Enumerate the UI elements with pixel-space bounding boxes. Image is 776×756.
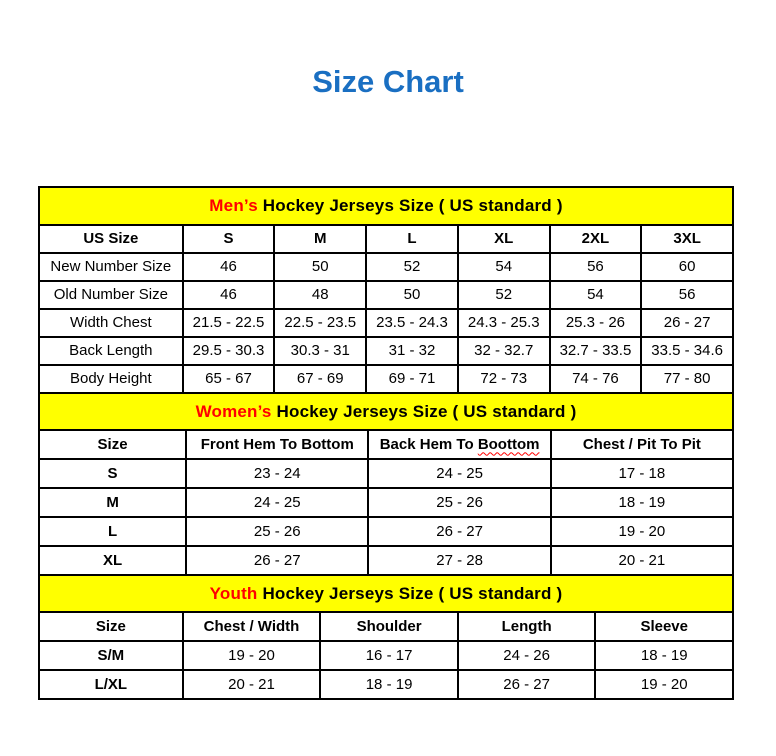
table-row — [39, 488, 733, 517]
womens-section-title-highlight: Women’s — [195, 401, 272, 421]
row-label: L — [39, 517, 186, 546]
cell: 18 - 19 — [320, 670, 458, 699]
row-label: Old Number Size — [39, 281, 183, 309]
column-header-chest-width: Chest / Width — [183, 612, 321, 641]
cell: 21.5 - 22.5 — [183, 309, 275, 337]
cell: 25 - 26 — [186, 517, 368, 546]
column-header-length: Length — [458, 612, 596, 641]
table-row — [39, 670, 733, 699]
youth-section-title-rest: Hockey Jerseys Size ( US standard ) — [257, 583, 563, 603]
cell: 18 - 19 — [551, 488, 733, 517]
cell: 24 - 25 — [368, 459, 550, 488]
column-header-3xl: 3XL — [641, 225, 733, 253]
table-row — [39, 517, 733, 546]
back-hem-prefix: Back Hem To — [379, 435, 474, 453]
row-label: XL — [39, 546, 186, 575]
row-label: Body Height — [39, 365, 183, 393]
row-label: Back Length — [39, 337, 183, 365]
youth-section-title — [39, 575, 733, 612]
row-label: L/XL — [39, 670, 183, 699]
cell: 32 - 32.7 — [458, 337, 550, 365]
cell: 30.3 - 31 — [274, 337, 366, 365]
row-label: S — [39, 459, 186, 488]
cell: 69 - 71 — [366, 365, 458, 393]
column-header-l: L — [366, 225, 458, 253]
table-row — [39, 281, 733, 309]
cell: 26 - 27 — [641, 309, 733, 337]
cell: 18 - 19 — [595, 641, 733, 670]
cell: 54 — [550, 281, 642, 309]
cell: 46 — [183, 253, 275, 281]
cell: 19 - 20 — [595, 670, 733, 699]
cell: 56 — [550, 253, 642, 281]
column-header-size: Size — [39, 430, 186, 459]
column-header-2xl: 2XL — [550, 225, 642, 253]
cell: 77 - 80 — [641, 365, 733, 393]
table-row — [39, 459, 733, 488]
youth-section-header-row — [39, 575, 733, 612]
column-header-back-hem — [368, 430, 550, 459]
youth-section-title-highlight: Youth — [209, 583, 258, 603]
cell: 74 - 76 — [550, 365, 642, 393]
cell: 50 — [366, 281, 458, 309]
cell: 20 - 21 — [551, 546, 733, 575]
cell: 23.5 - 24.3 — [366, 309, 458, 337]
cell: 31 - 32 — [366, 337, 458, 365]
cell: 26 - 27 — [458, 670, 596, 699]
row-label: M — [39, 488, 186, 517]
cell: 33.5 - 34.6 — [641, 337, 733, 365]
column-header-s: S — [183, 225, 275, 253]
cell: 60 — [641, 253, 733, 281]
cell: 56 — [641, 281, 733, 309]
cell: 48 — [274, 281, 366, 309]
womens-section-title — [39, 393, 733, 430]
cell: 46 — [183, 281, 275, 309]
cell: 23 - 24 — [186, 459, 368, 488]
cell: 24.3 - 25.3 — [458, 309, 550, 337]
table-row — [39, 546, 733, 575]
row-label: Width Chest — [39, 309, 183, 337]
mens-column-header-row — [39, 225, 733, 253]
table-row — [39, 253, 733, 281]
womens-section-header-row — [39, 393, 733, 430]
cell: 24 - 25 — [186, 488, 368, 517]
cell: 50 — [274, 253, 366, 281]
column-header-us-size: US Size — [39, 225, 183, 253]
cell: 29.5 - 30.3 — [183, 337, 275, 365]
table-row — [39, 337, 733, 365]
column-header-front-hem: Front Hem To Bottom — [186, 430, 368, 459]
youth-column-header-row — [39, 612, 733, 641]
column-header-shoulder: Shoulder — [320, 612, 458, 641]
womens-size-table — [38, 392, 734, 576]
cell: 25.3 - 26 — [550, 309, 642, 337]
cell: 52 — [366, 253, 458, 281]
page-title: Size Chart — [312, 64, 464, 99]
table-row — [39, 365, 733, 393]
cell: 24 - 26 — [458, 641, 596, 670]
cell: 54 — [458, 253, 550, 281]
column-header-xl: XL — [458, 225, 550, 253]
womens-column-header-row — [39, 430, 733, 459]
column-header-chest: Chest / Pit To Pit — [551, 430, 733, 459]
row-label: New Number Size — [39, 253, 183, 281]
cell: 19 - 20 — [551, 517, 733, 546]
cell: 25 - 26 — [368, 488, 550, 517]
back-hem-misspelled-word: Boottom — [477, 435, 540, 453]
row-label: S/M — [39, 641, 183, 670]
cell: 22.5 - 23.5 — [274, 309, 366, 337]
mens-size-table — [38, 186, 734, 394]
size-chart — [38, 186, 734, 700]
cell: 67 - 69 — [274, 365, 366, 393]
cell: 26 - 27 — [186, 546, 368, 575]
cell: 16 - 17 — [320, 641, 458, 670]
cell: 72 - 73 — [458, 365, 550, 393]
cell: 20 - 21 — [183, 670, 321, 699]
cell: 65 - 67 — [183, 365, 275, 393]
mens-section-title-rest: Hockey Jerseys Size ( US standard ) — [257, 196, 563, 216]
mens-section-title-highlight: Men’s — [209, 196, 258, 216]
cell: 52 — [458, 281, 550, 309]
cell: 17 - 18 — [551, 459, 733, 488]
mens-section-header-row — [39, 187, 733, 225]
cell: 19 - 20 — [183, 641, 321, 670]
womens-section-title-rest: Hockey Jerseys Size ( US standard ) — [271, 401, 577, 421]
cell: 27 - 28 — [368, 546, 550, 575]
column-header-sleeve: Sleeve — [595, 612, 733, 641]
cell: 32.7 - 33.5 — [550, 337, 642, 365]
table-row — [39, 641, 733, 670]
cell: 26 - 27 — [368, 517, 550, 546]
table-row — [39, 309, 733, 337]
column-header-m: M — [274, 225, 366, 253]
column-header-size: Size — [39, 612, 183, 641]
youth-size-table — [38, 574, 734, 700]
mens-section-title — [39, 187, 733, 225]
